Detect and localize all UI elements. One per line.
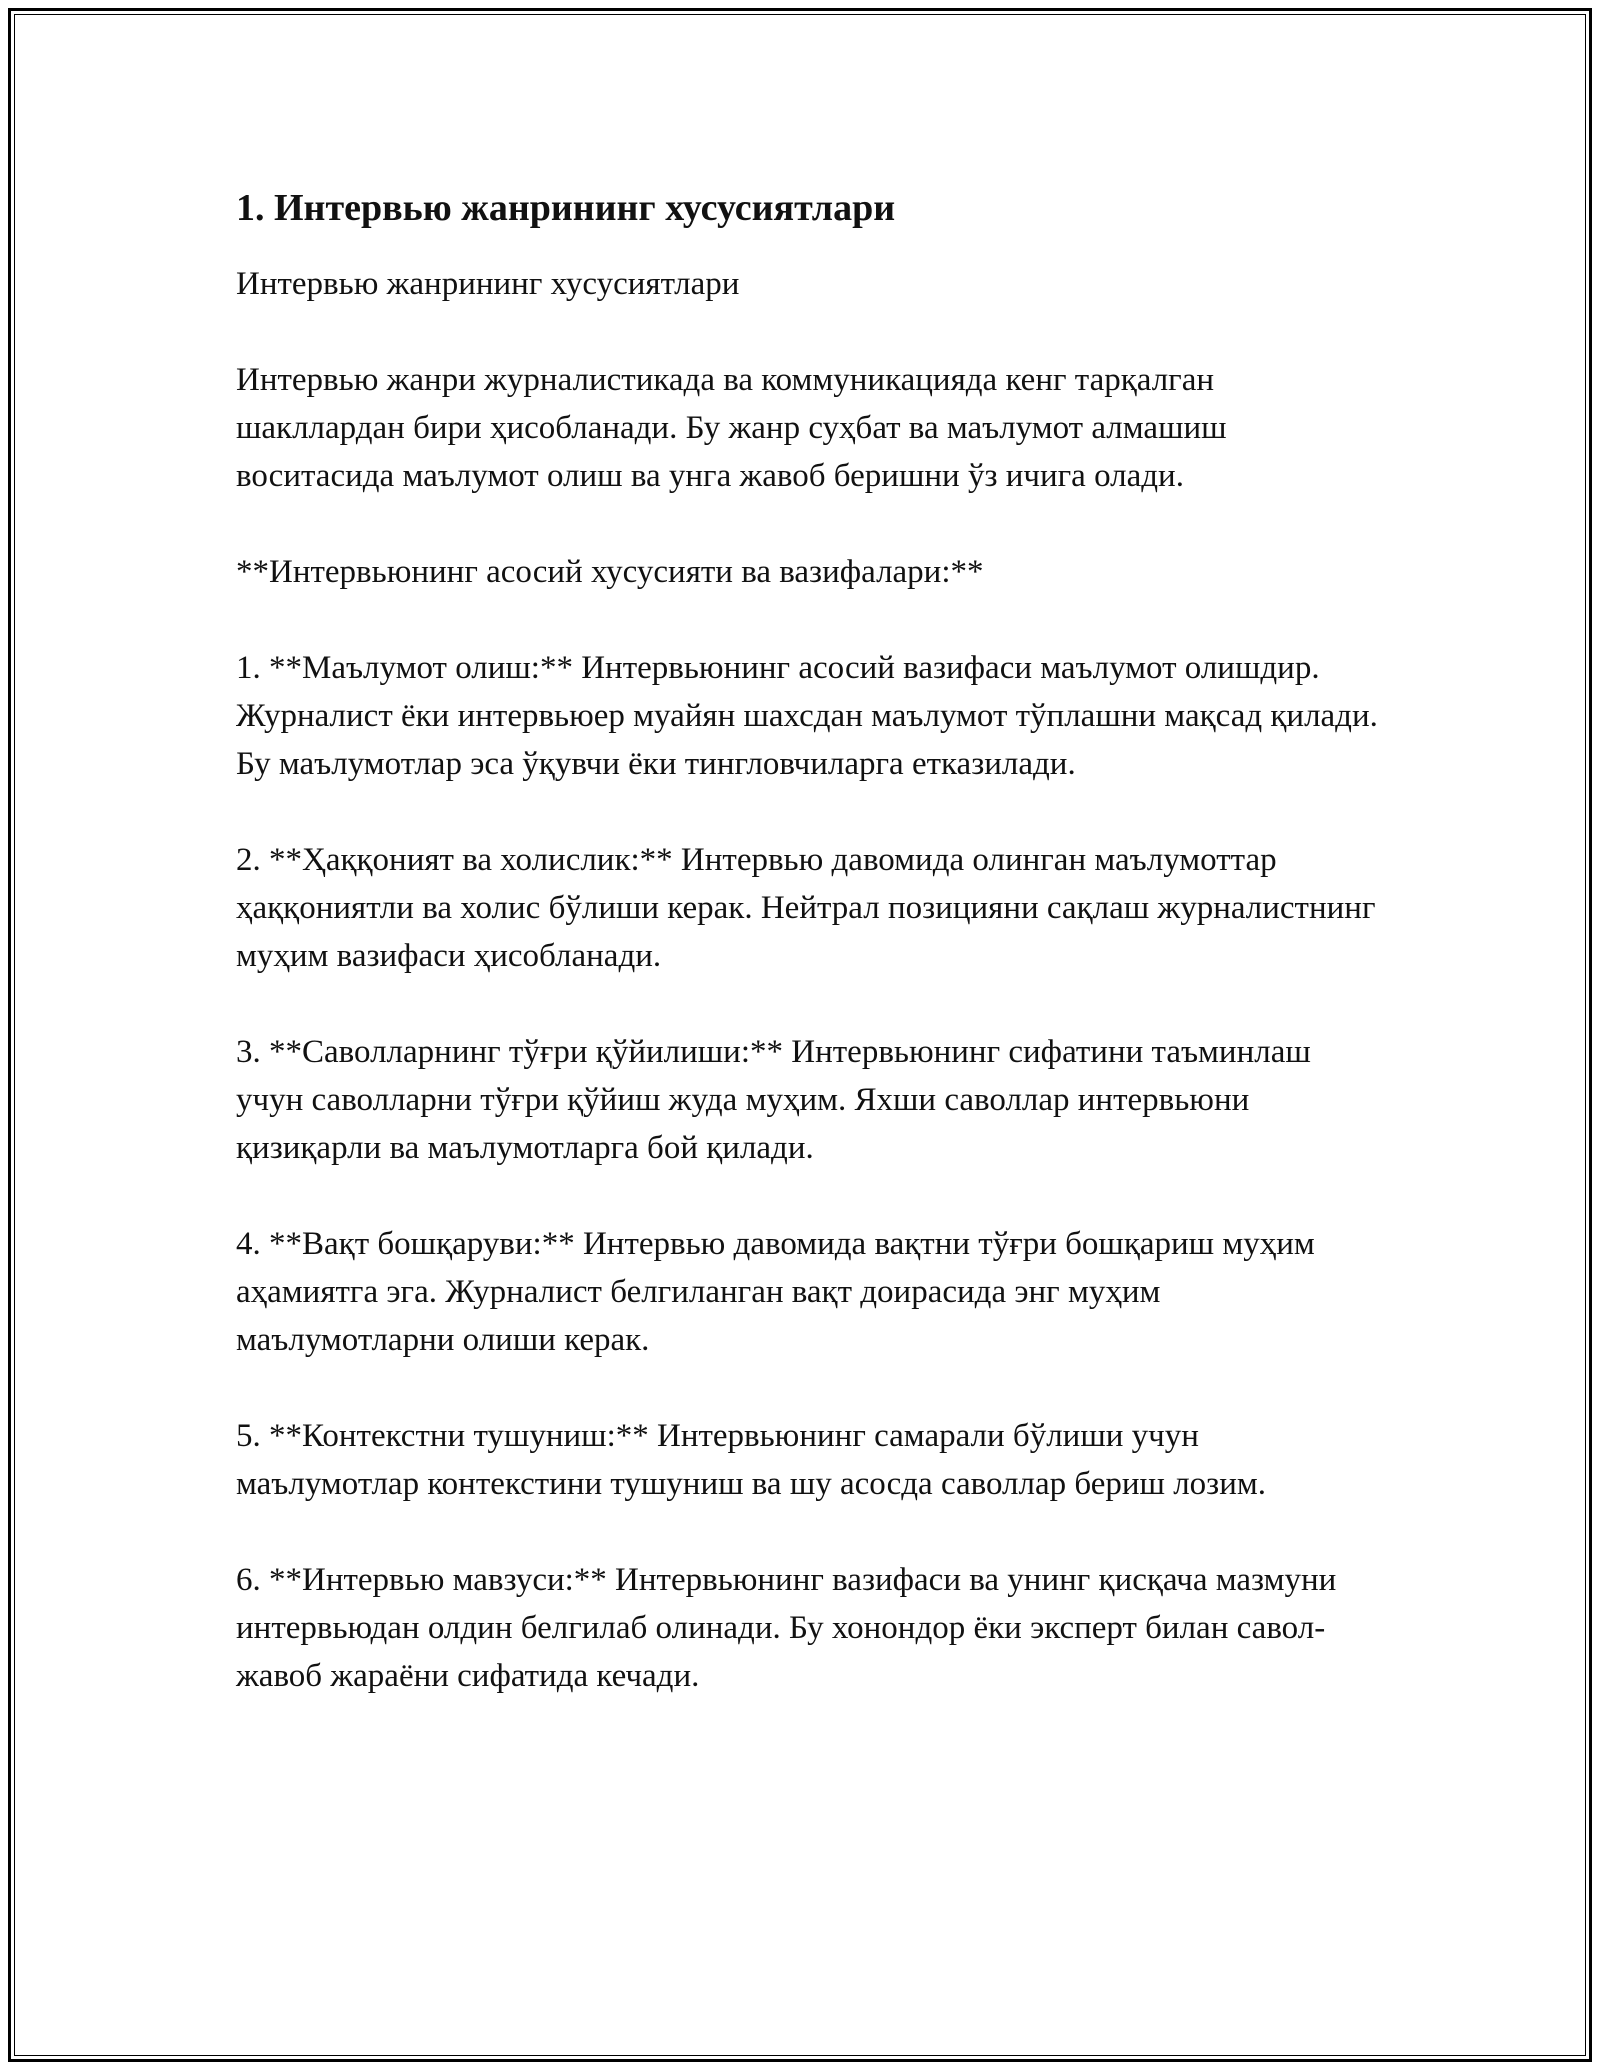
document-subtitle: Интервью жанрининг хусусиятлари (236, 265, 740, 302)
list-item-6: 6. **Интервью мавзуси:** Интервьюнинг вазифаси ва унинг қисқача мазмуни интервьюдан олдин белгилаб олинади. Бу хонондор ёки эксперт билан савол-жавоб жараёни сифатида кечади. (236, 1561, 1337, 1694)
document-body (236, 186, 1386, 1748)
list-item-3: 3. **Саволларнинг тўғри қўйилиши:** Интервьюнинг сифатини таъминлаш учун саволларни тўғри қўйиш жуда муҳим. Яхши саволлар интервьюни қизиқарли ва маълумотларга бой қилади. (236, 1033, 1311, 1166)
document-title: 1. Интервью жанрининг хусусиятлари (236, 187, 896, 229)
list-item-1: 1. **Маълумот олиш:** Интервьюнинг асосий вазифаси маълумот олишдир. Журналист ёки интервьюер муайян шахсдан маълумот тўплашни мақсад қилади. Бу маълумотлар эса ўқувчи ёки тингловчиларга етказилади. (236, 649, 1378, 782)
list-item-5: 5. **Контекстни тушуниш:** Интервьюнинг самарали бўлиши учун маълумотлар контекстини тушуниш ва шу асосда саволлар бериш лозим. (236, 1417, 1267, 1502)
list-item-2: 2. **Ҳаққоният ва холислик:** Интервью давомида олинган маълумоттар ҳаққониятли ва холис бўлиши керак. Нейтрал позицияни сақлаш журналистнинг муҳим вазифаси ҳисобланади. (236, 841, 1376, 974)
paragraph-intro: Интервью жанри журналистикада ва коммуникацияда кенг тарқалган шакллардан бири ҳисобланади. Бу жанр суҳбат ва маълумот алмашиш воситасида маълумот олиш ва унга жавоб беришни ўз ичига олади. (236, 361, 1227, 494)
list-item-4: 4. **Вақт бошқаруви:** Интервью давомида вақтни тўғри бошқариш муҳим аҳамиятга эга. Журналист белгиланган вақт доирасида энг муҳим маълумотларни олиши керак. (236, 1225, 1315, 1358)
paragraph-section-heading: **Интервьюнинг асосий хусусияти ва вазифалари:** (236, 553, 984, 590)
